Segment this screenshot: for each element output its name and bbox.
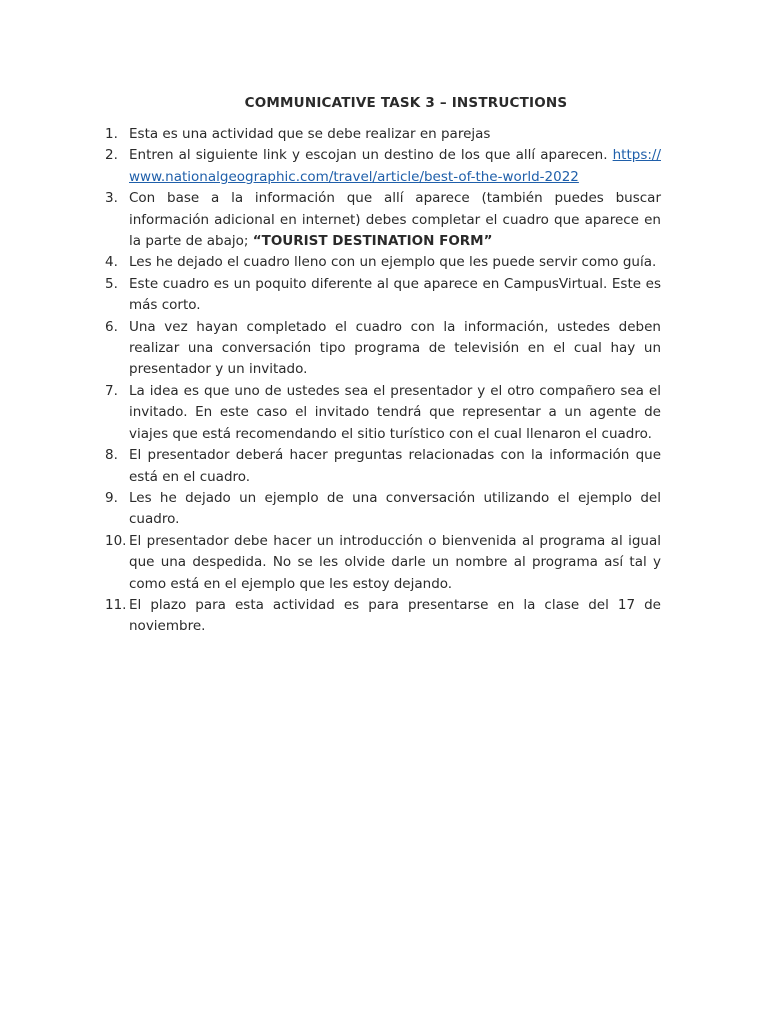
list-item — [105, 124, 661, 145]
item-text: Con base a la información que allí aparece (también puedes buscar información adicional en internet) debes completar el cuadro que aparece en la parte de abajo; — [129, 190, 661, 250]
item-number: 11. — [105, 596, 127, 613]
item-number: 10. — [105, 532, 127, 549]
item-text: Este cuadro es un poquito diferente al que aparece en CampusVirtual. Este es más corto. — [129, 275, 661, 314]
instructions-list — [105, 124, 661, 638]
item-number: 5. — [105, 275, 118, 292]
item-number: 3. — [105, 190, 118, 207]
item-number: 8. — [105, 447, 118, 464]
item-number: 2. — [105, 147, 118, 164]
list-item — [105, 595, 661, 638]
item-text: Les he dejado el cuadro lleno con un ejemplo que les puede servir como guía. — [129, 254, 657, 271]
item-text: Les he dejado un ejemplo de una conversación utilizando el ejemplo del cuadro. — [129, 489, 661, 528]
page-title: COMMUNICATIVE TASK 3 – INSTRUCTIONS — [244, 95, 568, 111]
item-text: El presentador debe hacer un introducción o bienvenida al programa al igual que una despedida. No se les olvide darle un nombre al programa así tal y como está en el ejemplo que les estoy dejando. — [129, 532, 661, 592]
item-text: La idea es que uno de ustedes sea el presentador y el otro compañero sea el invitado. En este caso el invitado tendrá que representar a un agente de viajes que está recomendando el sitio turístico con el cual llenaron el cuadro. — [129, 382, 661, 442]
item-number: 9. — [105, 489, 118, 506]
form-name: “TOURIST DESTINATION FORM” — [252, 233, 493, 250]
item-text: El plazo para esta actividad es para presentarse en la clase del 17 de noviembre. — [129, 596, 661, 635]
item-number: 4. — [105, 254, 118, 271]
item-text: Esta es una actividad que se debe realizar en parejas — [129, 126, 491, 142]
item-number: 7. — [105, 382, 118, 399]
item-text: Entren al siguiente link y escojan un destino de los que allí aparecen. — [129, 147, 608, 164]
national-geographic-link[interactable]: https://www.nationalgeographic.com/travel/article/best-of-the-world-2022 — [129, 147, 661, 185]
item-text: El presentador deberá hacer preguntas relacionadas con la información que está en el cuadro. — [129, 447, 661, 485]
list-item — [105, 317, 661, 381]
item-text: Una vez hayan completado el cuadro con la información, ustedes deben realizar una conversación tipo programa de televisión en el cual hay un presentador y un invitado. — [129, 318, 661, 378]
list-item — [105, 445, 661, 488]
list-item — [105, 274, 661, 317]
list-item — [105, 252, 661, 273]
list-item — [105, 531, 661, 595]
list-item — [105, 381, 661, 445]
item-number: 1. — [105, 126, 118, 142]
list-item — [105, 488, 661, 531]
list-item — [105, 145, 661, 188]
item-number: 6. — [105, 318, 118, 335]
list-item — [105, 188, 661, 252]
